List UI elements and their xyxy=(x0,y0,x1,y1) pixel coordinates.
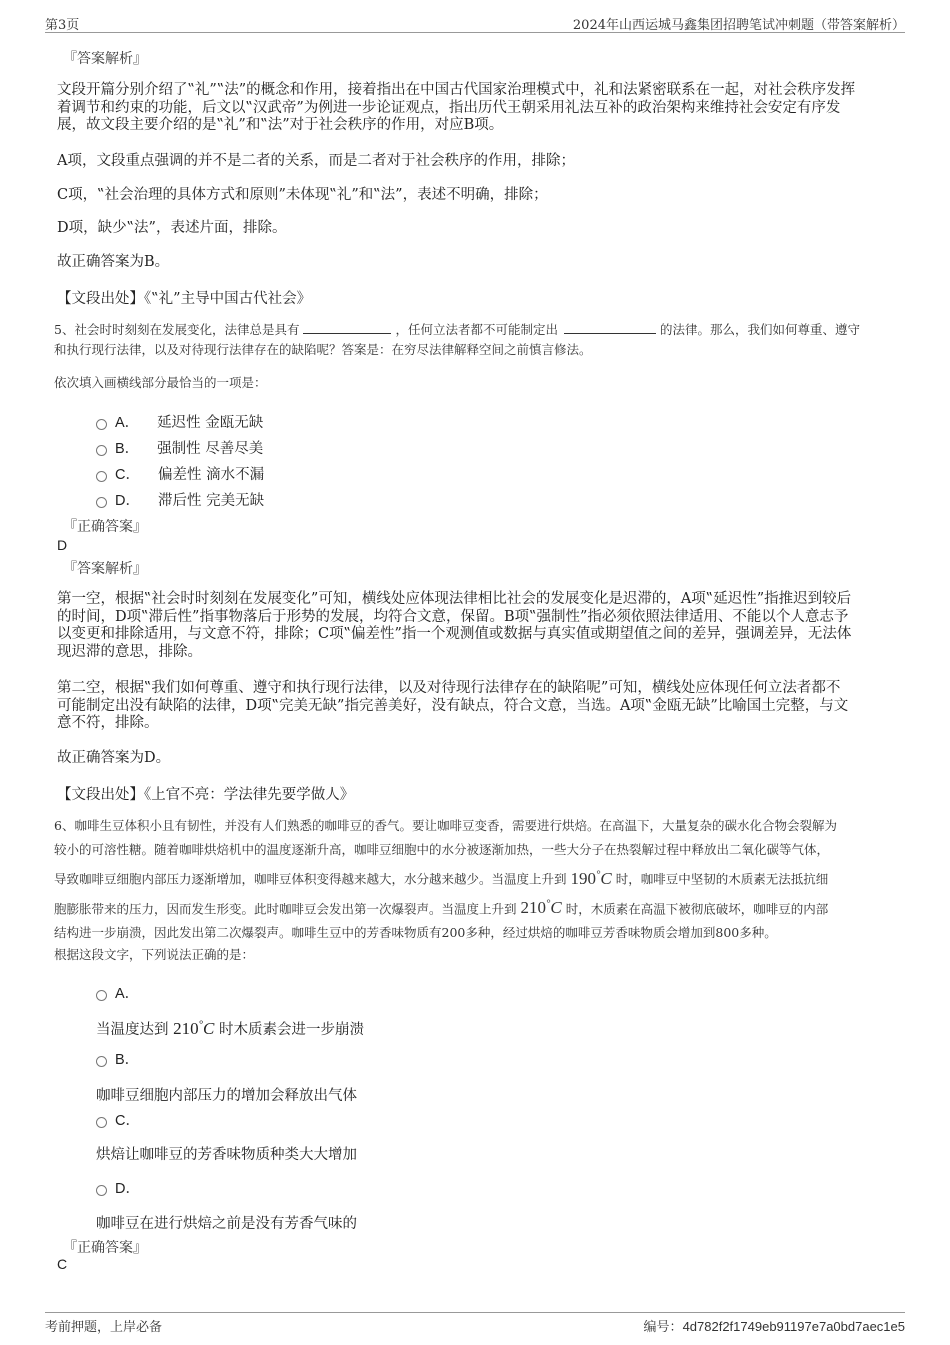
analysis-tag: 『答案解析』 xyxy=(63,51,147,67)
page-header xyxy=(45,12,905,33)
temperature-210: 210°C xyxy=(520,897,562,918)
blank-1 xyxy=(303,321,391,334)
analysis-tag: 『答案解析』 xyxy=(63,561,147,577)
q6-option-a-text: 当温度达到 210°C 时木质素会进一步崩溃 xyxy=(96,1018,364,1038)
q5-option-c[interactable]: C． 偏差性 滴水不漏 xyxy=(96,463,264,484)
q5-option-b[interactable]: B． 强制性 尽善尽美 xyxy=(96,437,263,458)
q6-stem: 6、咖啡生豆体积小且有韧性，并没有人们熟悉的咖啡豆的香气。要让咖啡豆变香，需要进行烘焙。在高温下，大量复杂的碳水化合物会裂解为 较小的可溶性糖。随着咖啡烘焙机中的温度逐渐升高，咖啡豆细胞中的水分被逐渐加热，一些大分子在热裂解过程中释放出二氧化碳等气体， 导致咖啡豆细胞内部压力逐渐增加，咖啡豆体积变得越来越大，水分越来越少。当温度上升到 190°C 时，咖啡豆中坚韧的木质素无法抵抗细 胞膨胀带来的压力，因而发生形变。此时咖啡豆会发出第一次爆裂声。当温度上升到 210°C 时，木质素在高温下被彻底破坏，咖啡豆的内部 结构进一步崩溃，因此发出第二次爆裂声。咖啡生豆中的芳香味物质有200多种，经过烘焙的咖啡豆芳香味物质会增加到800多种。 xyxy=(54,818,837,941)
q4-conclusion: 故正确答案为B。 xyxy=(57,254,170,270)
q5-prompt: 依次填入画横线部分最恰当的一项是： xyxy=(54,375,267,390)
document-title: 2024年山西运城马鑫集团招聘笔试冲刺题（带答案解析） xyxy=(572,18,905,33)
temperature-210: 210°C xyxy=(173,1018,215,1038)
q5-analysis-2: 第二空，根据‟我们如何尊重、遵守和执行现行法律，以及对待现行法律存在的缺陷呢”可知，横线处应体现任何立法者都不 可能制定出没有缺陷的法律，D项‟完美无缺”指完善美好，没有缺点，符合文意，当选。A项‟金瓯无缺”比喻国土完整，与文 意不符，排除。 xyxy=(57,680,849,731)
q6-option-d[interactable]: D． xyxy=(96,1177,158,1198)
page-number: 第3页 xyxy=(45,18,80,33)
q4-note-c: C项，‟社会治理的具体方式和原则”未体现‟礼”和‟法”，表述不明确，排除； xyxy=(57,187,548,203)
q6-option-c[interactable]: C． xyxy=(96,1109,158,1130)
q5-conclusion: 故正确答案为D。 xyxy=(57,750,171,766)
radio-icon[interactable] xyxy=(96,445,107,456)
q4-note-d: D项，缺少‟法”，表述片面，排除。 xyxy=(57,220,287,236)
q5-option-a[interactable]: A． 延迟性 金瓯无缺 xyxy=(96,411,263,432)
q6-option-b-text: 咖啡豆细胞内部压力的增加会释放出气体 xyxy=(96,1088,357,1104)
radio-icon[interactable] xyxy=(96,419,107,430)
q5-answer: D xyxy=(57,537,68,553)
answer-tag: 『正确答案』 xyxy=(63,1240,147,1256)
q5-stem: 5、社会时时刻刻在发展变化，法律总是具有 ，任何立法者都不可能制定出 的法律。那么，我们如何尊重、遵守 和执行现行法律，以及对待现行法律存在的缺陷呢？答案是：在穷尽法律解释空间之前慎言修法。 xyxy=(54,322,860,357)
radio-icon[interactable] xyxy=(96,1117,107,1128)
q6-option-b[interactable]: B． xyxy=(96,1048,157,1069)
temperature-190: 190°C xyxy=(570,868,612,888)
radio-icon[interactable] xyxy=(96,471,107,482)
q6-prompt: 根据这段文字，下列说法正确的是： xyxy=(54,947,255,962)
q6-option-d-text: 咖啡豆在进行烘焙之前是没有芳香气味的 xyxy=(96,1216,357,1232)
q4-analysis: 文段开篇分别介绍了‟礼”‟法”的概念和作用，接着指出在中国古代国家治理模式中，礼和法紧密联系在一起，对社会秩序发挥 着调节和约束的功能，后文以‟汉武帝”为例进一步论证观点，指出历代王朝采用礼法互补的政治架构来维持社会安定有序发 展，故文段主要介绍的是‟礼”和‟法”对于社会秩序的作用，对应B项。 xyxy=(57,82,856,133)
answer-tag: 『正确答案』 xyxy=(63,519,147,535)
q6-option-a[interactable]: A． xyxy=(96,982,157,1003)
document-id: 编号：4d782f2f1749eb91197e7a0bd7aec1e5 xyxy=(643,1319,905,1335)
q4-source: 【文段出处】《‟礼”主导中国古代社会》 xyxy=(57,291,312,307)
radio-icon[interactable] xyxy=(96,990,107,1001)
q6-answer: C xyxy=(57,1256,68,1272)
blank-2 xyxy=(564,321,656,334)
q5-option-d[interactable]: D． 滞后性 完美无缺 xyxy=(96,489,264,510)
radio-icon[interactable] xyxy=(96,497,107,508)
q5-analysis-1: 第一空，根据‟社会时时刻刻在发展变化”可知，横线处应体现法律相比社会的发展变化是迟滞的，A项‟延迟性”指推迟到较后 的时间，D项‟滞后性”指事物落后于形势的发展，均符合文意，保留。B项‟强制性”指必须依照法律适用、不能以个人意志予 以变更和排除适用，与文意不符，排除；C项‟偏差性”指一个观测值或数据与真实值或期望值之间的差异，强调差异，无法体 现迟滞的意思，排除。 xyxy=(57,591,852,660)
footer-slogan: 考前押题，上岸必备 xyxy=(45,1320,163,1335)
q5-source: 【文段出处】《上官不亮：学法律先要学做人》 xyxy=(57,787,355,803)
page-footer xyxy=(45,1312,905,1333)
radio-icon[interactable] xyxy=(96,1056,107,1067)
q4-note-a: A项，文段重点强调的并不是二者的关系，而是二者对于社会秩序的作用，排除； xyxy=(57,153,575,169)
radio-icon[interactable] xyxy=(96,1185,107,1196)
q6-option-c-text: 烘焙让咖啡豆的芳香味物质种类大大增加 xyxy=(96,1147,357,1163)
